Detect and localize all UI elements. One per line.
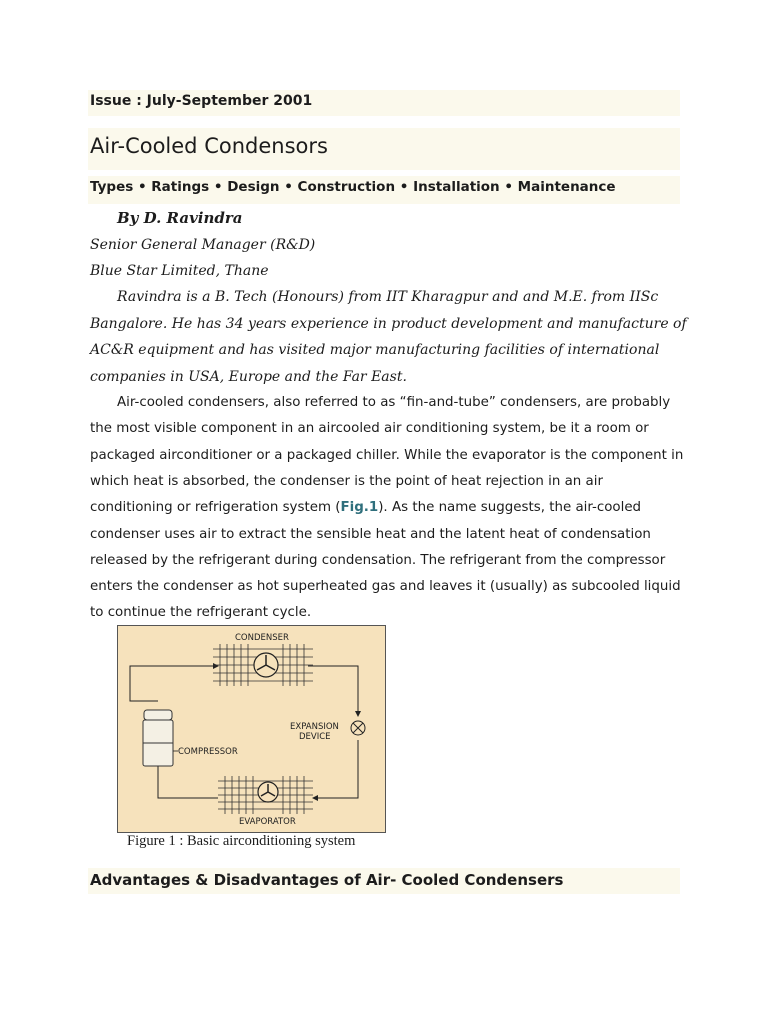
author-bio-line: companies in USA, Europe and the Far East. <box>90 369 407 385</box>
body-line: Air-cooled condensers, also referred to as “fin-and-tube” condensers, are probably <box>117 395 671 410</box>
body-line: to continue the refrigerant cycle. <box>90 605 312 620</box>
issue-band <box>88 90 680 116</box>
article-title: Air-Cooled Condensors <box>90 134 328 158</box>
body-line: which heat is absorbed, the condenser is the point of heat rejection in an air <box>90 474 603 489</box>
section-heading: Advantages & Disadvantages of Air- Cooled Condensers <box>90 871 564 889</box>
body-line: packaged airconditioner or a packaged chiller. While the evaporator is the component in <box>90 448 684 463</box>
figure-caption: Figure 1 : Basic airconditioning system <box>127 833 356 849</box>
body-text: conditioning or refrigeration system ( <box>90 500 341 515</box>
tags-band <box>88 176 680 204</box>
evaporator-label: EVAPORATOR <box>239 817 296 827</box>
issue-label: Issue : July-September 2001 <box>90 93 313 109</box>
discharge-line <box>130 666 218 701</box>
device-label: DEVICE <box>299 732 331 742</box>
expansion-line <box>313 740 358 798</box>
body-line: enters the condenser as hot superheated gas and leaves it (usually) as subcooled liquid <box>90 579 681 594</box>
body-line: condenser uses air to extract the sensible heat and the latent heat of condensation <box>90 527 651 542</box>
author-company: Blue Star Limited, Thane <box>90 263 269 279</box>
title-band <box>88 128 680 170</box>
fig1-link[interactable]: Fig.1 <box>340 500 379 515</box>
condenser-label: CONDENSER <box>235 633 289 643</box>
airconditioning-diagram <box>117 625 386 833</box>
compressor-label: COMPRESSOR <box>178 747 238 757</box>
body-line <box>90 500 641 515</box>
body-text: ). As the name suggests, the air-cooled <box>378 500 642 515</box>
cycle-diagram-svg <box>118 626 385 832</box>
author-byline: By D. Ravindra <box>117 209 243 227</box>
expansion-valve-icon <box>351 721 365 735</box>
suction-line <box>158 761 218 798</box>
body-line: released by the refrigerant during condensation. The refrigerant from the compressor <box>90 553 666 568</box>
article-tags: Types • Ratings • Design • Construction • Installation • Maintenance <box>90 179 616 195</box>
liquid-line <box>308 666 358 716</box>
author-bio-line: AC&R equipment and has visited major manufacturing facilities of international <box>90 342 660 358</box>
author-bio-line: Bangalore. He has 34 years experience in product development and manufacture of <box>90 316 687 332</box>
compressor-icon <box>143 710 173 766</box>
author-bio-line: Ravindra is a B. Tech (Honours) from IIT Kharagpur and and M.E. from IISc <box>117 289 659 305</box>
section-heading-band <box>88 868 680 894</box>
author-position: Senior General Manager (R&D) <box>90 237 316 253</box>
expansion-label: EXPANSION <box>290 722 339 732</box>
body-line: the most visible component in an aircooled air conditioning system, be it a room or <box>90 421 649 436</box>
